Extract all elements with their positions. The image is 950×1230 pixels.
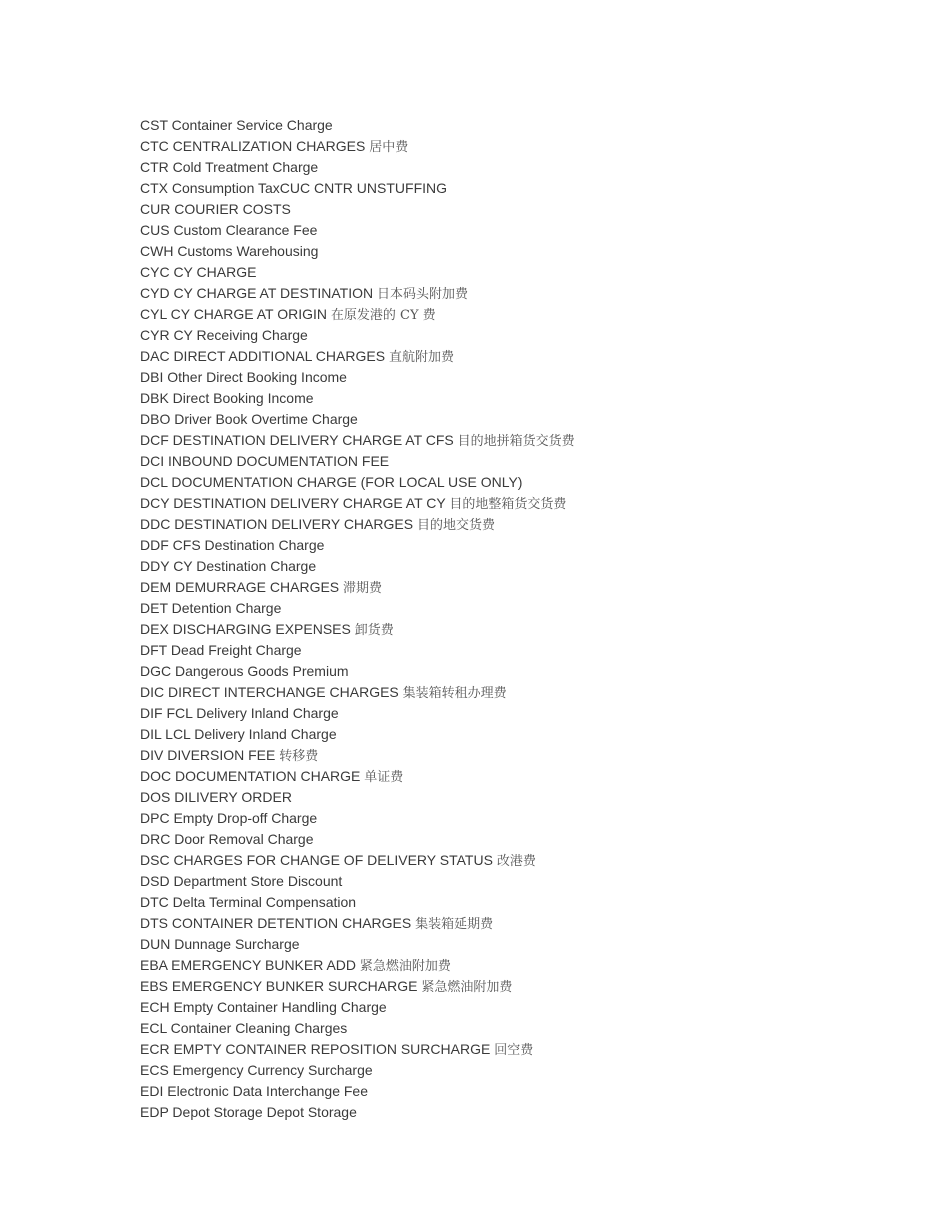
list-item bbox=[140, 115, 575, 136]
charge-text: CTC CENTRALIZATION CHARGES bbox=[140, 138, 370, 154]
list-item bbox=[140, 430, 575, 451]
list-item bbox=[140, 304, 575, 325]
list-item bbox=[140, 661, 575, 682]
charge-text: DCF DESTINATION DELIVERY CHARGE AT CFS bbox=[140, 432, 458, 448]
charge-chinese: 目的地整箱货交货费 bbox=[449, 497, 567, 512]
list-item bbox=[140, 388, 575, 409]
charge-text: DGC Dangerous Goods Premium bbox=[140, 663, 349, 679]
charge-text: EDI Electronic Data Interchange Fee bbox=[140, 1083, 369, 1099]
list-item bbox=[140, 640, 575, 661]
charge-chinese: 单证费 bbox=[364, 770, 404, 785]
charge-chinese: 转移费 bbox=[279, 749, 319, 764]
charge-text: DPC Empty Drop-off Charge bbox=[140, 810, 318, 826]
list-item bbox=[140, 556, 575, 577]
charge-code-list bbox=[140, 115, 575, 1123]
charge-text: DDC DESTINATION DELIVERY CHARGES bbox=[140, 516, 417, 532]
charge-text: DDY CY Destination Charge bbox=[140, 558, 317, 574]
list-item bbox=[140, 703, 575, 724]
list-item bbox=[140, 472, 575, 493]
charge-text: ECR EMPTY CONTAINER REPOSITION SURCHARGE bbox=[140, 1041, 495, 1057]
charge-text: EDP Depot Storage Depot Storage bbox=[140, 1104, 357, 1120]
charge-text: CTX Consumption TaxCUC CNTR UNSTUFFING bbox=[140, 180, 448, 196]
charge-text: CUS Custom Clearance Fee bbox=[140, 222, 318, 238]
charge-text: DSD Department Store Discount bbox=[140, 873, 343, 889]
charge-text: ECH Empty Container Handling Charge bbox=[140, 999, 387, 1015]
list-item bbox=[140, 682, 575, 703]
charge-chinese: 集装箱延期费 bbox=[415, 917, 494, 932]
charge-chinese: 紧急燃油附加费 bbox=[421, 980, 513, 995]
charge-text: CYC CY CHARGE bbox=[140, 264, 257, 280]
charge-text: DBK Direct Booking Income bbox=[140, 390, 314, 406]
charge-text: DOC DOCUMENTATION CHARGE bbox=[140, 768, 365, 784]
charge-chinese: 改港费 bbox=[496, 854, 536, 869]
charge-chinese: 日本码头附加费 bbox=[377, 287, 469, 302]
list-item bbox=[140, 199, 575, 220]
list-item bbox=[140, 787, 575, 808]
charge-chinese: 目的地拼箱货交货费 bbox=[457, 434, 575, 449]
charge-chinese: 直航附加费 bbox=[388, 350, 454, 365]
charge-chinese: 滞期费 bbox=[343, 581, 383, 596]
charge-text: CWH Customs Warehousing bbox=[140, 243, 319, 259]
list-item bbox=[140, 892, 575, 913]
charge-text: DRC Door Removal Charge bbox=[140, 831, 314, 847]
charge-text: DCI INBOUND DOCUMENTATION FEE bbox=[140, 453, 390, 469]
list-item bbox=[140, 514, 575, 535]
list-item bbox=[140, 451, 575, 472]
charge-text: DIF FCL Delivery Inland Charge bbox=[140, 705, 339, 721]
list-item bbox=[140, 1081, 575, 1102]
list-item bbox=[140, 934, 575, 955]
list-item bbox=[140, 1060, 575, 1081]
charge-text: DIV DIVERSION FEE bbox=[140, 747, 280, 763]
charge-text: DTC Delta Terminal Compensation bbox=[140, 894, 357, 910]
list-item bbox=[140, 829, 575, 850]
charge-chinese: 集装箱转租办理费 bbox=[402, 686, 507, 701]
list-item bbox=[140, 367, 575, 388]
charge-text: DUN Dunnage Surcharge bbox=[140, 936, 300, 952]
charge-text: DBO Driver Book Overtime Charge bbox=[140, 411, 358, 427]
charge-text: DFT Dead Freight Charge bbox=[140, 642, 302, 658]
charge-text: DET Detention Charge bbox=[140, 600, 282, 616]
charge-chinese: 回空费 bbox=[494, 1043, 534, 1058]
charge-chinese: 卸货费 bbox=[354, 623, 394, 638]
list-item bbox=[140, 577, 575, 598]
charge-text: ECL Container Cleaning Charges bbox=[140, 1020, 348, 1036]
charge-text: DSC CHARGES FOR CHANGE OF DELIVERY STATUS bbox=[140, 852, 497, 868]
list-item bbox=[140, 1039, 575, 1060]
list-item bbox=[140, 220, 575, 241]
charge-text: CYR CY Receiving Charge bbox=[140, 327, 308, 343]
list-item bbox=[140, 535, 575, 556]
charge-text: DOS DILIVERY ORDER bbox=[140, 789, 292, 805]
list-item bbox=[140, 997, 575, 1018]
list-item bbox=[140, 157, 575, 178]
charge-text: EBA EMERGENCY BUNKER ADD bbox=[140, 957, 360, 973]
list-item bbox=[140, 808, 575, 829]
list-item bbox=[140, 178, 575, 199]
charge-text: ECS Emergency Currency Surcharge bbox=[140, 1062, 373, 1078]
charge-text: DIC DIRECT INTERCHANGE CHARGES bbox=[140, 684, 403, 700]
charge-chinese: 目的地交货费 bbox=[416, 518, 495, 533]
list-item bbox=[140, 346, 575, 367]
list-item bbox=[140, 745, 575, 766]
charge-text: CTR Cold Treatment Charge bbox=[140, 159, 319, 175]
list-item bbox=[140, 871, 575, 892]
charge-text: CYD CY CHARGE AT DESTINATION bbox=[140, 285, 378, 301]
charge-text: CYL CY CHARGE AT ORIGIN bbox=[140, 306, 331, 322]
charge-text: DCY DESTINATION DELIVERY CHARGE AT CY bbox=[140, 495, 450, 511]
charge-text: DIL LCL Delivery Inland Charge bbox=[140, 726, 337, 742]
charge-text: DAC DIRECT ADDITIONAL CHARGES bbox=[140, 348, 389, 364]
charge-text: DEM DEMURRAGE CHARGES bbox=[140, 579, 344, 595]
list-item bbox=[140, 136, 575, 157]
charge-text: DBI Other Direct Booking Income bbox=[140, 369, 347, 385]
charge-text: CST Container Service Charge bbox=[140, 117, 333, 133]
charge-text: EBS EMERGENCY BUNKER SURCHARGE bbox=[140, 978, 422, 994]
list-item bbox=[140, 283, 575, 304]
charge-text: CUR COURIER COSTS bbox=[140, 201, 291, 217]
charge-chinese: 在原发港的 CY 费 bbox=[330, 308, 436, 323]
list-item bbox=[140, 1102, 575, 1123]
list-item bbox=[140, 913, 575, 934]
charge-chinese: 居中费 bbox=[369, 140, 409, 155]
list-item bbox=[140, 262, 575, 283]
charge-text: DEX DISCHARGING EXPENSES bbox=[140, 621, 355, 637]
list-item bbox=[140, 1018, 575, 1039]
list-item bbox=[140, 850, 575, 871]
list-item bbox=[140, 325, 575, 346]
list-item bbox=[140, 976, 575, 997]
list-item bbox=[140, 724, 575, 745]
charge-text: DTS CONTAINER DETENTION CHARGES bbox=[140, 915, 416, 931]
list-item bbox=[140, 955, 575, 976]
list-item bbox=[140, 619, 575, 640]
charge-text: DCL DOCUMENTATION CHARGE (FOR LOCAL USE ONLY) bbox=[140, 474, 523, 490]
charge-text: DDF CFS Destination Charge bbox=[140, 537, 325, 553]
list-item bbox=[140, 409, 575, 430]
list-item bbox=[140, 493, 575, 514]
list-item bbox=[140, 241, 575, 262]
charge-chinese: 紧急燃油附加费 bbox=[359, 959, 451, 974]
list-item bbox=[140, 766, 575, 787]
list-item bbox=[140, 598, 575, 619]
